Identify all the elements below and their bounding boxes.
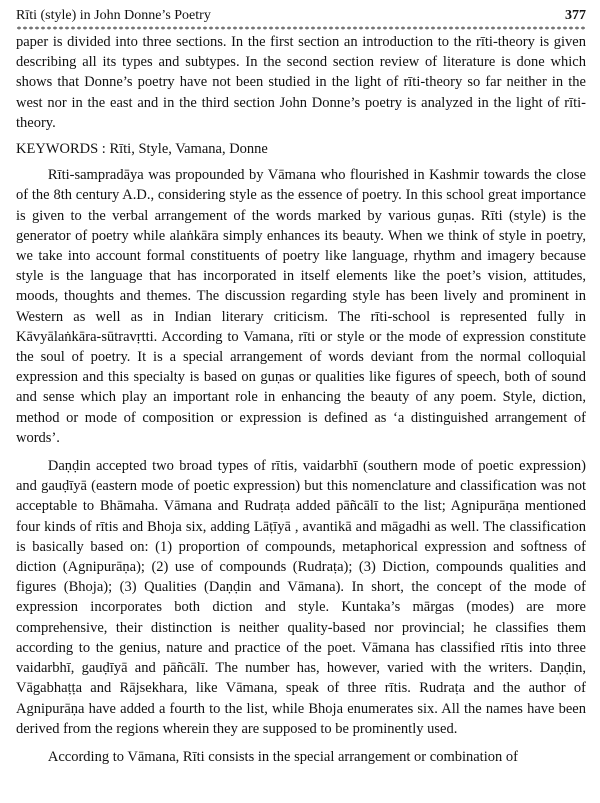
body-text bbox=[16, 32, 586, 767]
running-head: Rīti (style) in John Donne’s Poetry bbox=[16, 8, 211, 23]
keywords-line: KEYWORDS : Rīti, Style, Vamana, Donne bbox=[16, 141, 268, 158]
paragraph-dandin: Daṇḍin accepted two broad types of rītis, vaidarbhī (southern mode of poetic expression) and gauḍīyā (eastern mode of poetic expression) but this nomenclature and classification was not acceptable to Bhāmaha. Vāmana and Rudraṭa added pāñcālī to the list; Agnipurāṇa mentioned four kinds of rītis and Bhoja six, adding Lāṭīyā , avantikā and māgadhi as well. The classification is basically based on: (1) proportion of compounds, metaphorical expression and softness of diction (Agnipurāṇa); (2) use of compounds (Rudraṭa); (3) Diction, compounds qualities and figures (Bhoja); (3) Qualities (Daṇḍin and Vāmana). In short, the concept of the mode of expression incorporates both diction and style. Kuntaka’s mārgas (modes) are more comprehensive, their distinction is neither quality-based nor provincial; he classifies them according to the genius, nature and practice of the poet. Vāmana has classified rītis into three vaidarbhī, gauḍīyā and pāñcālī. The number has, however, varied with the writers. Daṇḍin, Vāgabhaṭṭa and Rājsekhara, like Vāmana, speak of three rītis. Rudraṭa and the author of Agnipurāṇa have added a fourth to the list, while Bhoja enumerates six. All the names have been derived from the regions wherein they are supposed to be prominently used. bbox=[16, 458, 586, 737]
abstract-continuation: paper is divided into three sections. In the first section an introduction to the rīti-theory is given describing all its types and subtypes. In the second section review of literature is done which shows that Donne’s poetry have not been studied in the light of rīti-theory so far neither in the west nor in the east and in the third section John Donne’s poetry is analyzed in the light of rīti-theory. bbox=[16, 34, 586, 131]
page-header bbox=[16, 2, 586, 24]
page-number: 377 bbox=[565, 8, 586, 23]
paragraph-vamana: According to Vāmana, Rīti consists in the special arrangement or combination of bbox=[47, 748, 518, 765]
paragraph-riti-sampradaya: Rīti-sampradāya was propounded by Vāmana who flourished in Kashmir towards the close of the 8th century A.D., considering style as the essence of poetry. In this school great importance is given to the verbal arrangement of the words marked by various guṇas. Rīti (style) is the generator of poetry while alaṅkāra simply enhances its beauty. When we think of style in poetry, we take into account formal constituents of poetry like language, rhythm and imagery because style is the language that has incorporated in itself elements like the poet’s vision, attitudes, moods, thoughts and themes. The discussion regarding style has been lively and prominent in Western as well as in Indian literary criticism. The rīti-school is represented fully in Kāvyālaṅkāra-sūtravṛtti. According to Vamana, rīti or style or the mode of expression constitute the soul of poetry. It is a special arrangement of words deviant from the normal colloquial expression and this specialty is based on guṇas or qualities like figures of speech, both of sound and sense which play an important role in enhancing the beauty of any poem. Style, diction, method or mode of composition or expression is defined as ‘a distinguished arrangement of words’. bbox=[16, 167, 586, 446]
